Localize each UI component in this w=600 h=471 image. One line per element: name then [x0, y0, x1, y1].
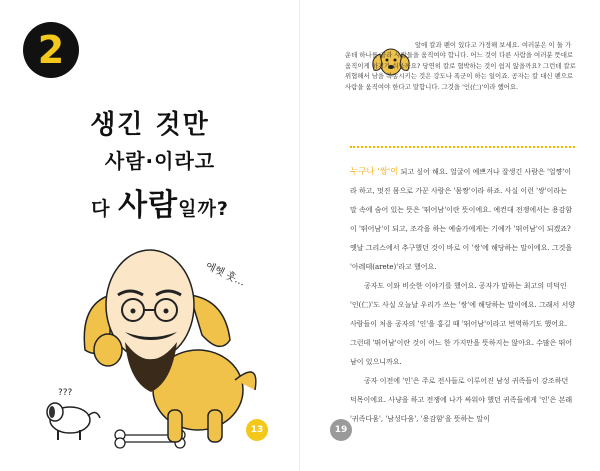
page-number-left: 13 [246, 419, 268, 441]
body-paragraph-1 [350, 163, 575, 277]
small-dog-icon [47, 388, 100, 440]
title-line3-c: 일까? [178, 198, 229, 220]
dotted-divider [350, 146, 575, 148]
lead-phrase: 누구나 '쌍'이 [350, 167, 399, 177]
body-paragraph-1-rest: 되고 싶어 해요. 얼굴이 예쁘거나 잘생긴 사람은 '얼쨩'이라 하고, 멋진 몸으로 가꾼 사람은 '몸짱'이라 하죠. 사실 이런 '쌍'이라는 말 속에 숨어 있는 뜻은 '뛰어남'이란 뜻이에요. 예컨대 전쟁에서는 용감함이 '뛰어남'이 되고, 조각을 하는 예술가에게는 기예가 '뛰어남'이 되겠죠? 옛날 그리스에서 추구했던 것이 바로 이 '쌍'에 해당하는 말이에요. 그것을 '아레테(arete)'라고 했어요. [350, 168, 573, 271]
chapter-number: 2 [37, 28, 65, 72]
chapter-badge [23, 22, 79, 78]
title-line3-a: 다 [91, 198, 119, 220]
intro-paragraph: 앞에 칼과 펜이 있다고 가정해 보세요. 여러분은 이 둘 가운데 하나를 골라 사람들을 움직여야 합니다. 어느 것이 다른 사람을 여러분 뜻대로 움직이게 하기가 쉬울까요? 당연히 칼로 협박하는 것이 쉽지 않을까요? 그런데 칼로 위협해서 남을 복종시키는 것은 강도나 폭군이 하는 일이죠. 공자는 칼 대신 펜으로 사람을 움직여야 한다고 말합니다. 그것을 '인(仁)'이라 했어요. [345, 41, 576, 91]
chapter-title-line2: 사람·이라고 [104, 149, 216, 173]
philosopher-dog-illustration [30, 240, 270, 455]
svg-text:???: ??? [58, 388, 73, 398]
body-text [350, 163, 575, 429]
intro-text [345, 40, 577, 92]
chapter-title-line3 [10, 180, 310, 224]
page-number-right: 19 [330, 419, 352, 441]
speech-text: 에헷 훗… [203, 260, 247, 289]
title-line3-b: 사람 [118, 188, 179, 223]
body-paragraph-3: 공자 이전에 '인'은 주로 전사들로 이루어진 남성 귀족들이 강조하던 덕목이에요. 사냥을 하고 전쟁에 나가 싸워야 했던 귀족들에게 '인'은 본래 '귀족다움', '남성다움', '용감함'을 뜻하는 말이 [350, 377, 573, 423]
chapter-title-line1: 생긴 것만 [90, 110, 210, 140]
body-paragraph-2: 공자도 이와 비슷한 이야기를 했어요. 공자가 말하는 최고의 미덕인 '인(仁)'도 사실 오늘날 우리가 쓰는 '쌍'에 해당하는 말이에요. 그래서 서양 사람들이 처음 공자의 '인'을 홍길 때 '뛰어남'이라고 번역하기도 했어요. 그런데 '뛰어남'이란 것이 어느 한 가지만을 뜻하지는 않아요. 수많은 뛰어남이 있으니까요. [350, 282, 575, 366]
